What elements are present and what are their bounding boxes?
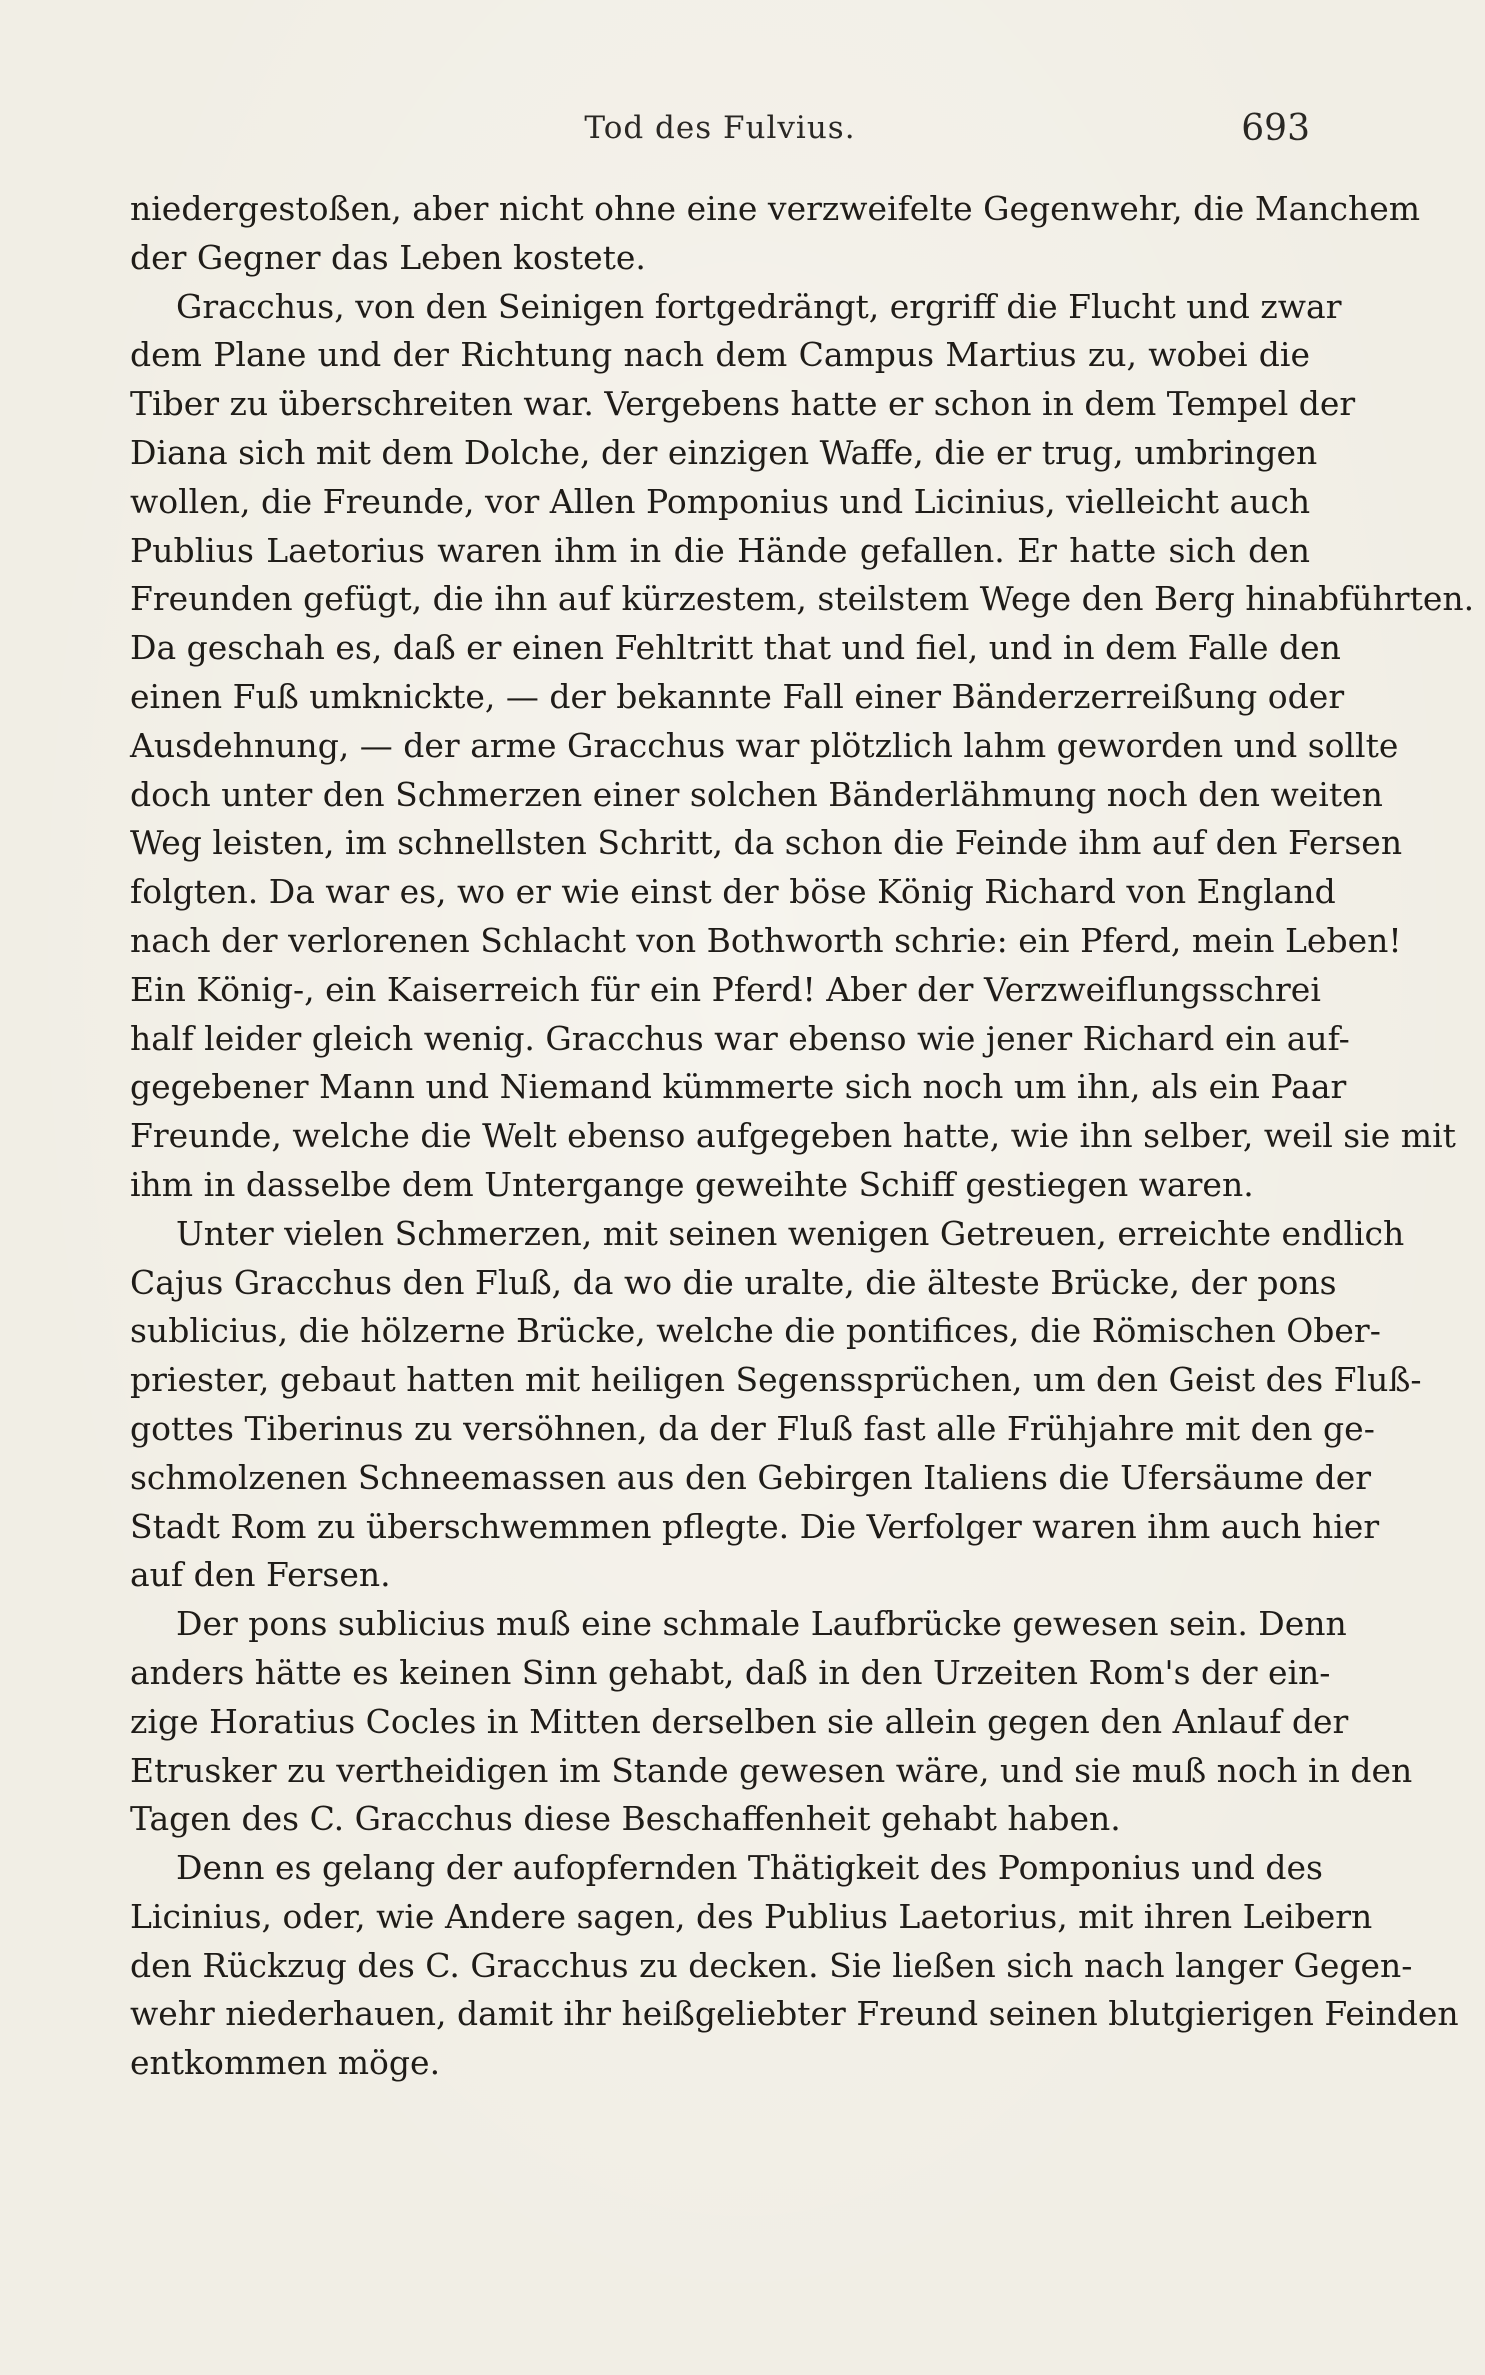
text-line: den Rückzug des C. Gracchus zu decken. Sie ließen sich nach langer Gegen- — [130, 1945, 1413, 1985]
text-line: Der pons sublicius muß eine schmale Laufbrücke gewesen sein. Denn — [176, 1604, 1347, 1644]
text-line: dem Plane und der Richtung nach dem Campus Martius zu, wobei die — [130, 335, 1310, 375]
text-line: Unter vielen Schmerzen, mit seinen wenigen Getreuen, erreichte endlich — [176, 1213, 1405, 1253]
text-line: gegebener Mann und Niemand kümmerte sich noch um ihn, als ein Paar — [130, 1067, 1347, 1107]
text-line: Diana sich mit dem Dolche, der einzigen Waffe, die er trug, umbringen — [130, 432, 1318, 472]
text-line: Da geschah es, daß er einen Fehltritt that und fiel, und in dem Falle den — [130, 628, 1341, 668]
text-line: wollen, die Freunde, vor Allen Pomponius und Licinius, vielleicht auch — [130, 481, 1311, 521]
text-line: nach der verlorenen Schlacht von Bothworth schrie: ein Pferd, mein Leben! — [130, 920, 1402, 960]
text-line: gottes Tiberinus zu versöhnen, da der Fluß fast alle Frühjahre mit den ge- — [130, 1408, 1375, 1448]
text-line: sublicius, die hölzerne Brücke, welche die pontifices, die Römischen Ober- — [130, 1311, 1381, 1351]
text-line: Gracchus, von den Seinigen fortgedrängt, ergriff die Flucht und zwar — [176, 286, 1342, 326]
text-line: der Gegner das Leben kostete. — [130, 237, 646, 277]
body-text — [130, 185, 1475, 2088]
text-line: Weg leisten, im schnellsten Schritt, da schon die Feinde ihm auf den Fersen — [130, 823, 1403, 863]
text-line: schmolzenen Schneemassen aus den Gebirgen Italiens die Ufersäume der — [130, 1457, 1371, 1497]
text-line: anders hätte es keinen Sinn gehabt, daß in den Urzeiten Rom's der ein- — [130, 1652, 1331, 1692]
running-title: Tod des Fulvius. — [584, 110, 856, 146]
text-line: Tagen des C. Gracchus diese Beschaffenheit gehabt haben. — [130, 1799, 1121, 1839]
text-line: Tiber zu überschreiten war. Vergebens hatte er schon in dem Tempel der — [130, 384, 1356, 424]
text-line: zige Horatius Cocles in Mitten derselben sie allein gegen den Anlauf der — [130, 1701, 1349, 1741]
text-line: Stadt Rom zu überschwemmen pflegte. Die Verfolger waren ihm auch hier — [130, 1506, 1380, 1546]
text-line: Freunde, welche die Welt ebenso aufgegeben hatte, wie ihn selber, weil sie mit — [130, 1116, 1456, 1156]
text-line: niedergestoßen, aber nicht ohne eine verzweifelte Gegenwehr, die Manchem — [130, 189, 1421, 228]
text-line: Cajus Gracchus den Fluß, da wo die uralte, die älteste Brücke, der pons — [130, 1262, 1337, 1302]
text-line: auf den Fersen. — [130, 1555, 391, 1595]
text-line: Ein König-, ein Kaiserreich für ein Pferd! Aber der Verzweiflungsschrei — [130, 969, 1321, 1009]
text-line: ihm in dasselbe dem Untergange geweihte Schiff gestiegen waren. — [130, 1164, 1254, 1204]
text-line: Denn es gelang der aufopfernden Thätigkeit des Pomponius und des — [176, 1848, 1323, 1888]
text-line: folgten. Da war es, wo er wie einst der böse König Richard von England — [130, 872, 1336, 912]
text-line: Etrusker zu vertheidigen im Stande gewesen wäre, und sie muß noch in den — [130, 1750, 1413, 1790]
page-number: 693 — [1241, 108, 1310, 149]
text-line: Publius Laetorius waren ihm in die Hände gefallen. Er hatte sich den — [130, 530, 1310, 570]
text-line: einen Fuß umknickte, — der bekannte Fall einer Bänderzerreißung oder — [130, 676, 1345, 716]
text-line: doch unter den Schmerzen einer solchen Bänderlähmung noch den weiten — [130, 774, 1383, 814]
text-line: Ausdehnung, — der arme Gracchus war plötzlich lahm geworden und sollte — [130, 725, 1399, 765]
text-line: Licinius, oder, wie Andere sagen, des Publius Laetorius, mit ihren Leibern — [130, 1896, 1373, 1936]
text-line: entkommen möge. — [130, 2043, 441, 2083]
page-header — [130, 98, 1310, 158]
text-line: Freunden gefügt, die ihn auf kürzestem, steilstem Wege den Berg hinabführten. — [130, 579, 1475, 619]
text-line: priester, gebaut hatten mit heiligen Segenssprüchen, um den Geist des Fluß- — [130, 1360, 1422, 1400]
text-line: half leider gleich wenig. Gracchus war ebenso wie jener Richard ein auf- — [130, 1018, 1350, 1058]
text-line: wehr niederhauen, damit ihr heißgeliebter Freund seinen blutgierigen Feinden — [130, 1994, 1459, 2034]
